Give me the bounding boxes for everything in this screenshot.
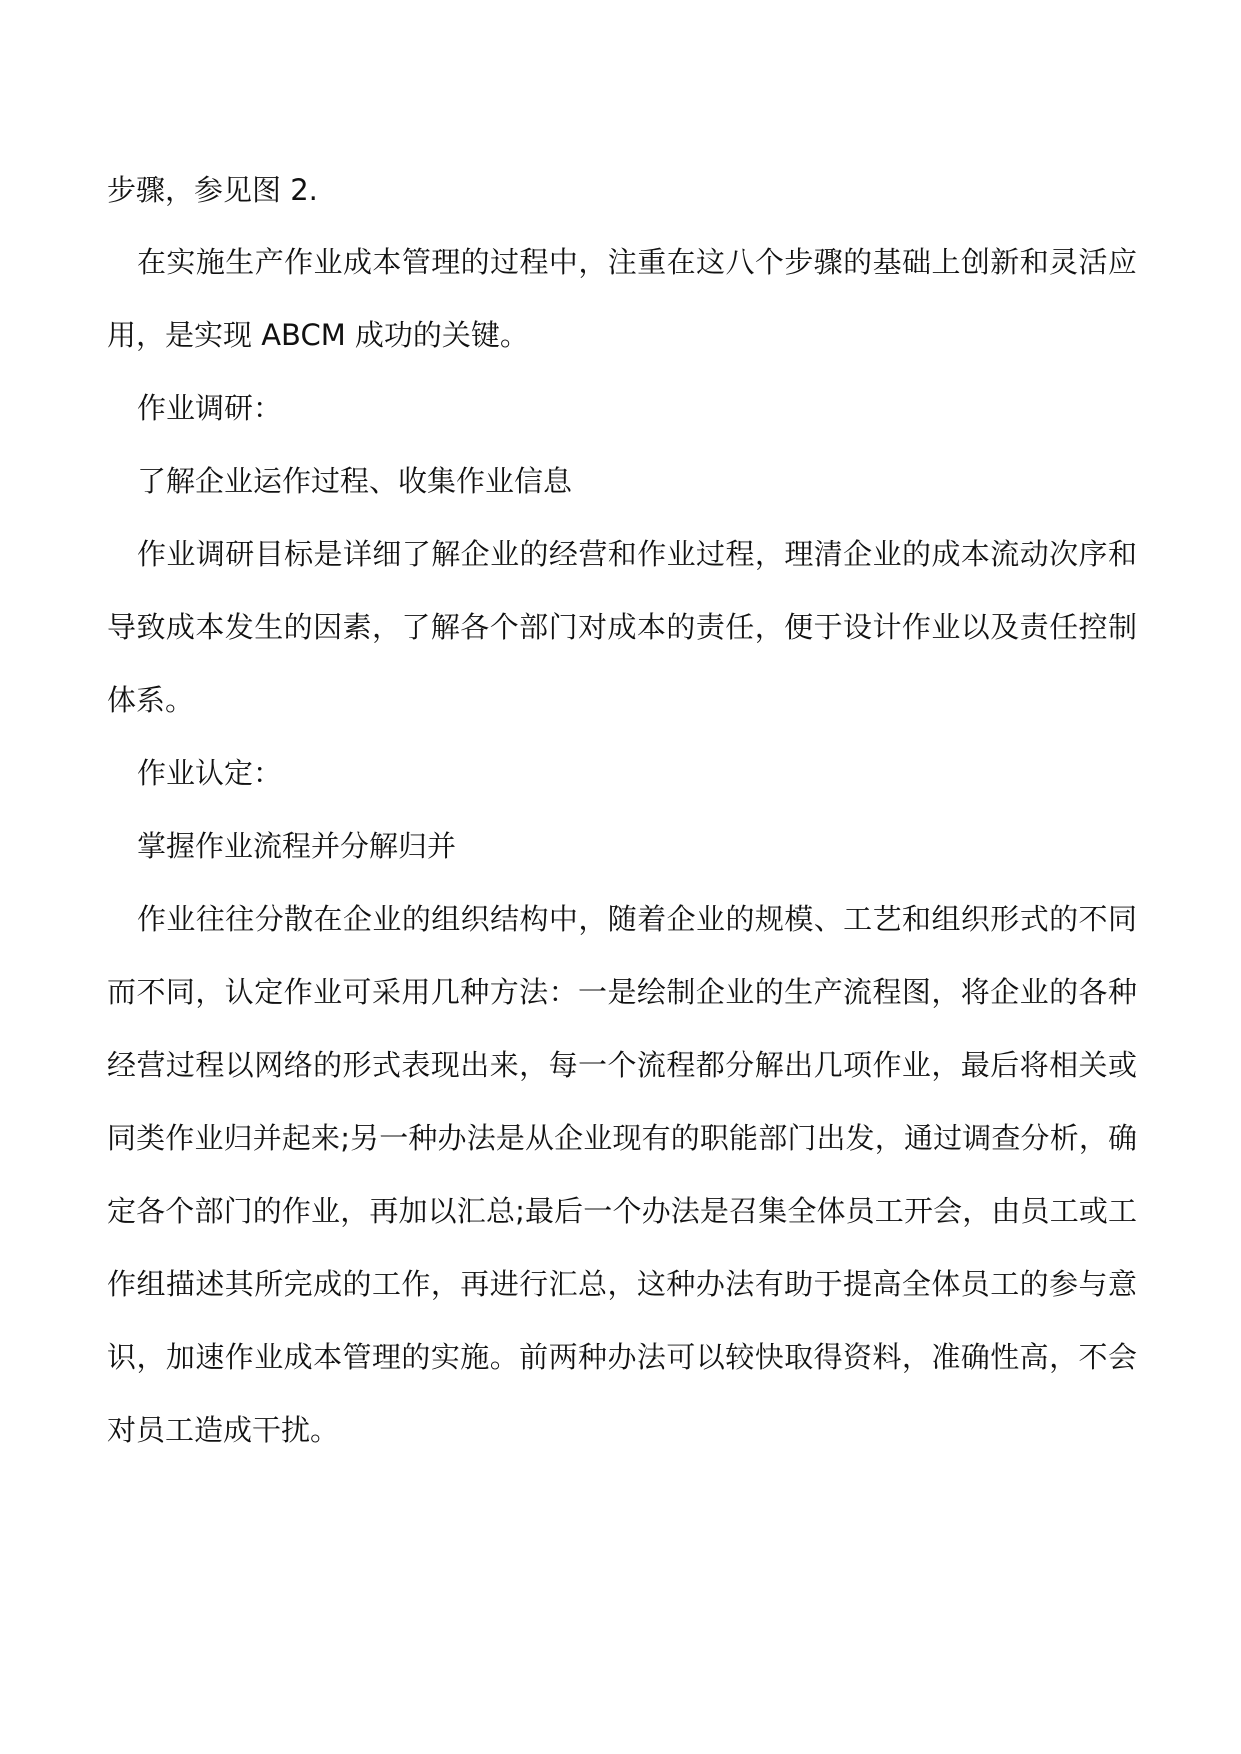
- text-line: 定各个部门的作业，再加以汇总;最后一个办法是召集全体员工开会，由员工或工: [107, 1194, 1137, 1228]
- text-line: 经营过程以网络的形式表现出来，每一个流程都分解出几项作业，最后将相关或: [107, 1048, 1137, 1082]
- section-heading: 作业调研：: [137, 391, 283, 425]
- section-heading: 作业认定：: [137, 756, 283, 790]
- text-line: 识，加速作业成本管理的实施。前两种办法可以较快取得资料，准确性高，不会: [107, 1340, 1137, 1374]
- text-line: 作业调研目标是详细了解企业的经营和作业过程，理清企业的成本流动次序和: [137, 537, 1137, 571]
- text-line: 同类作业归并起来;另一种办法是从企业现有的职能部门出发，通过调查分析，确: [107, 1121, 1137, 1155]
- text-line: 导致成本发生的因素，了解各个部门对成本的责任，便于设计作业以及责任控制: [107, 610, 1137, 644]
- text-line: 作组描述其所完成的工作，再进行汇总，这种办法有助于提高全体员工的参与意: [107, 1267, 1137, 1301]
- section-subheading: 了解企业运作过程、收集作业信息: [137, 464, 573, 498]
- text-line: 而不同，认定作业可采用几种方法：一是绘制企业的生产流程图，将企业的各种: [107, 975, 1137, 1009]
- text-line: 对员工造成干扰。: [107, 1413, 340, 1447]
- text-line: 步骤，参见图 2.: [107, 173, 318, 207]
- text-line: 在实施生产作业成本管理的过程中，注重在这八个步骤的基础上创新和灵活应: [137, 245, 1137, 279]
- text-line: 体系。: [107, 683, 195, 717]
- text-line: 作业往往分散在企业的组织结构中，随着企业的规模、工艺和组织形式的不同: [137, 902, 1137, 936]
- text-line: 用，是实现 ABCM 成功的关键。: [107, 318, 529, 352]
- section-subheading: 掌握作业流程并分解归并: [137, 829, 457, 863]
